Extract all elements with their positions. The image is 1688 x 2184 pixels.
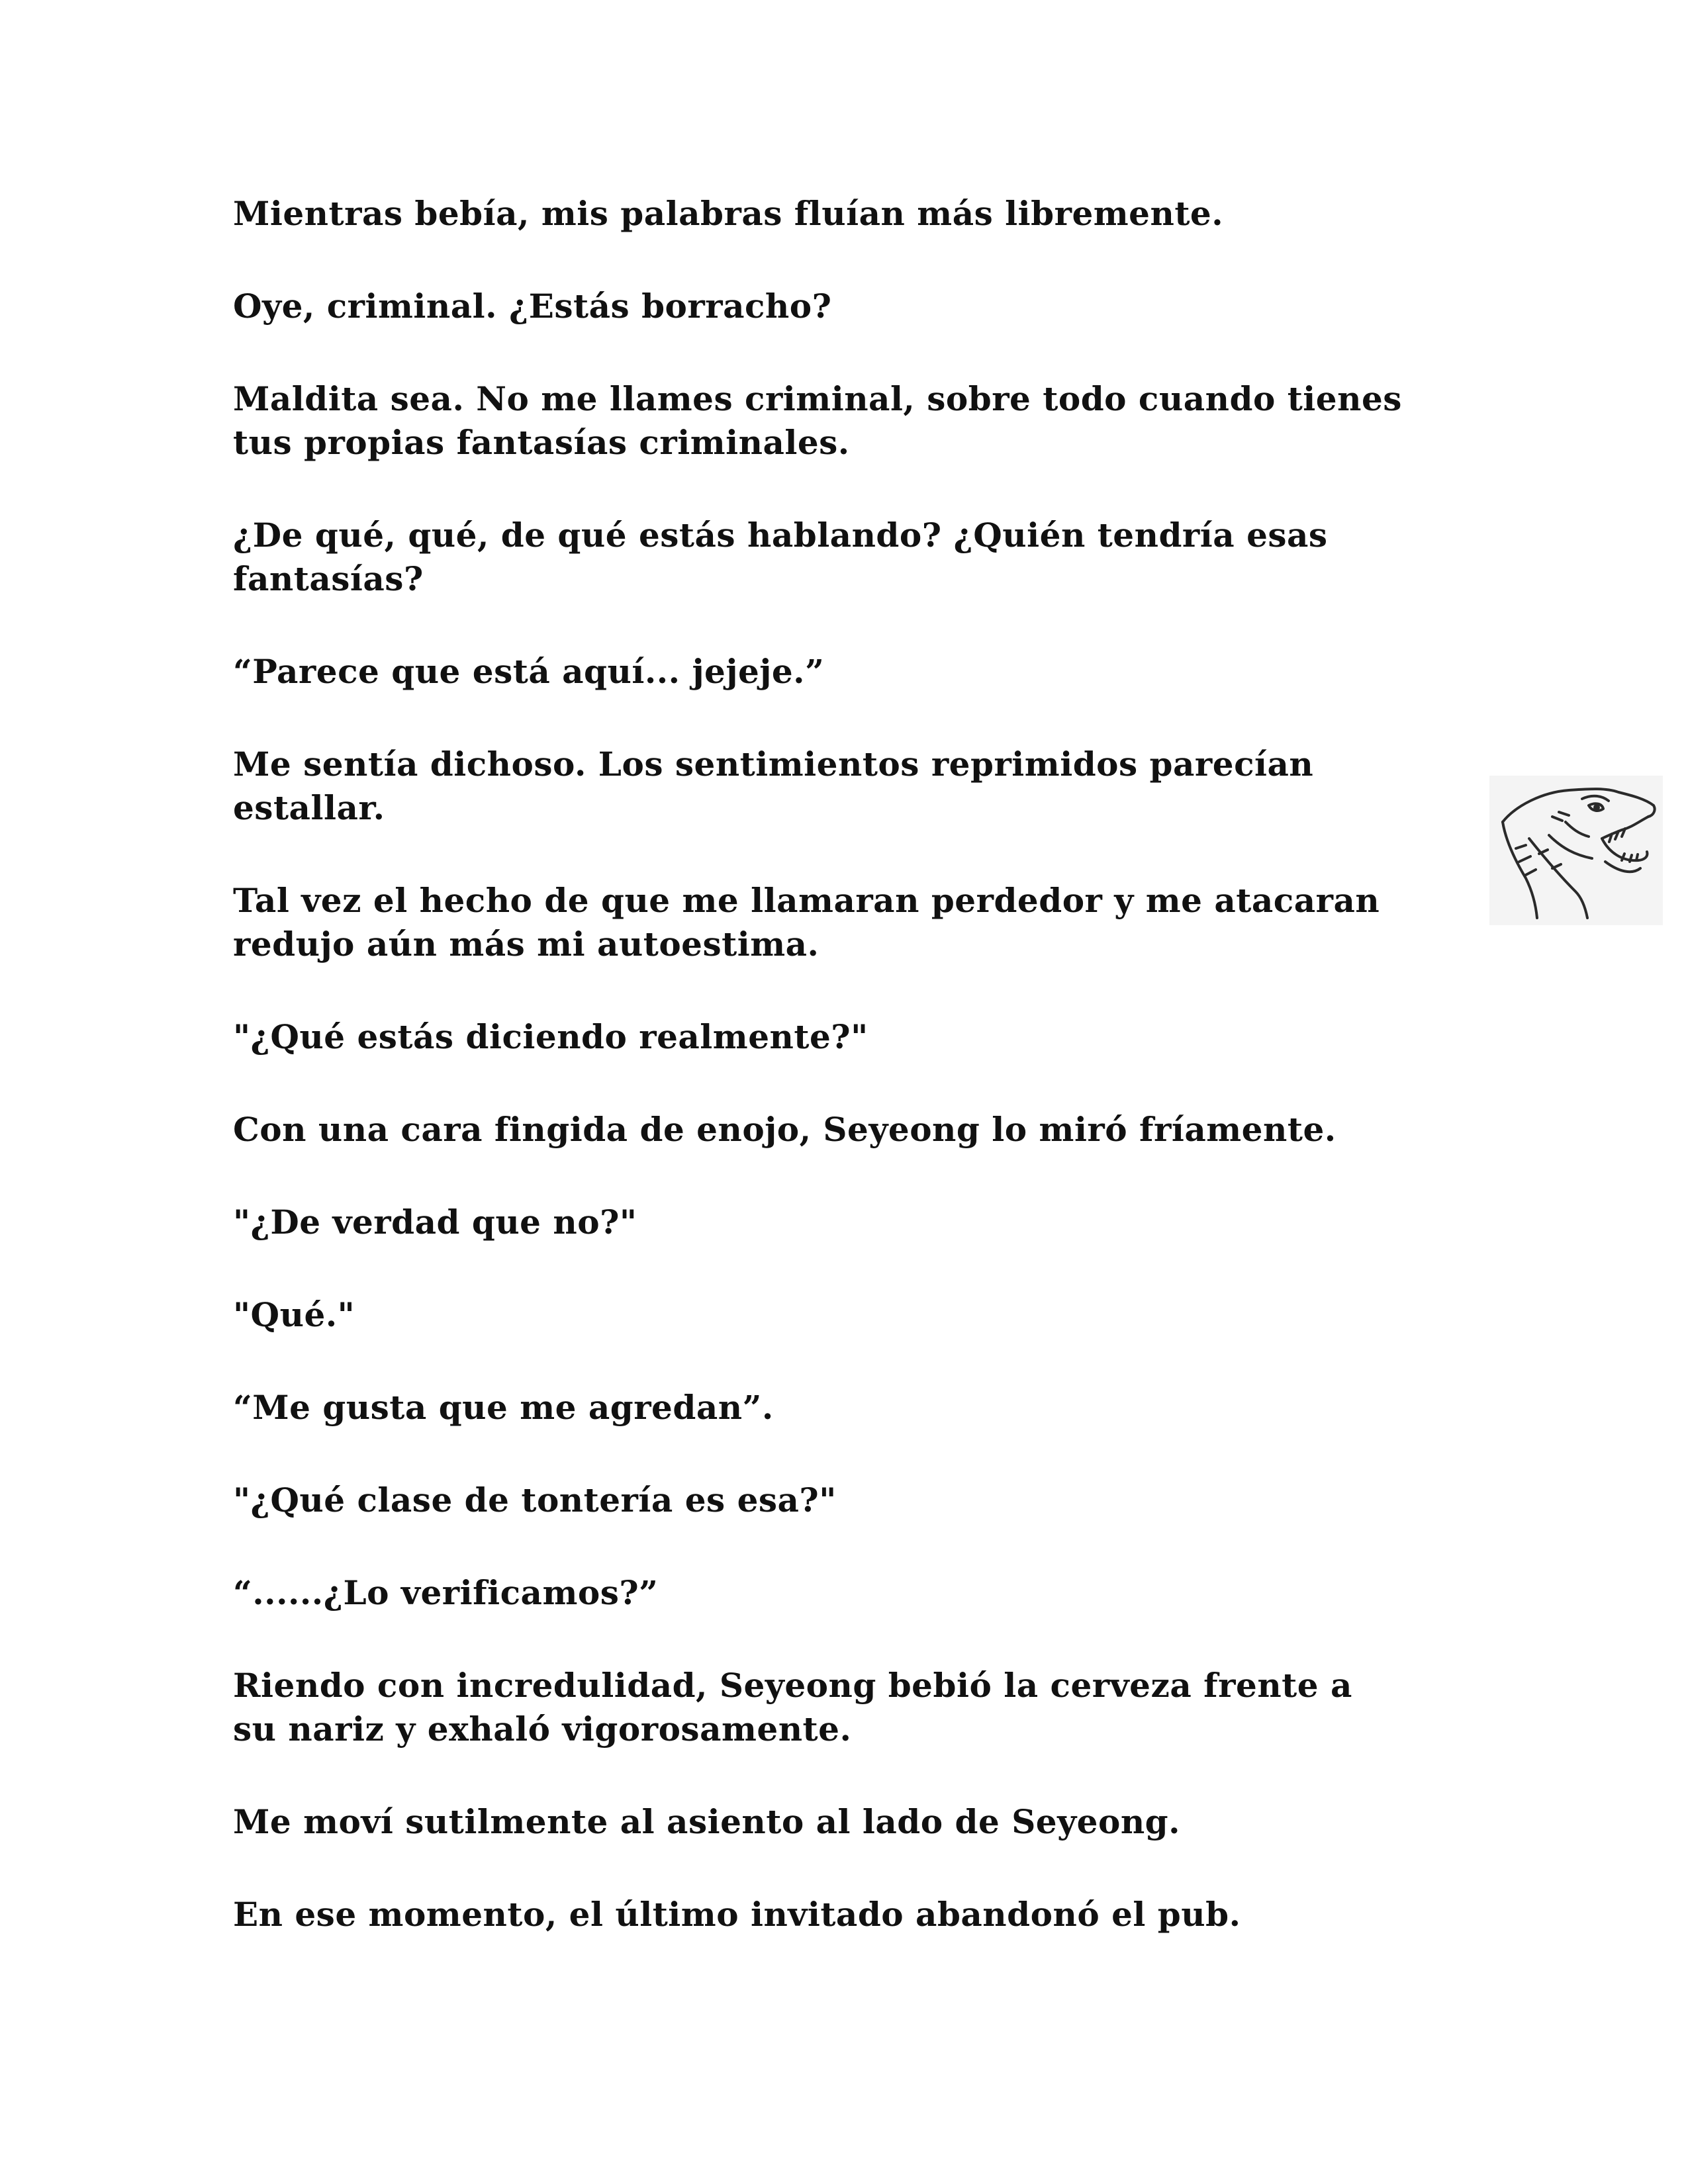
paragraph: Con una cara fingida de enojo, Seyeong lo miró fríamente. [233, 1110, 1336, 1149]
paragraph: “Parece que está aquí... jejeje.” [233, 652, 825, 691]
paragraph: "¿Qué estás diciendo realmente?" [233, 1017, 868, 1056]
paragraph: En ese momento, el último invitado abandonó el pub. [233, 1895, 1241, 1934]
paragraph: Me sentía dichoso. Los sentimientos reprimidos parecían estallar. [233, 745, 1314, 827]
paragraph: ¿De qué, qué, de qué estás hablando? ¿Quién tendría esas fantasías? [233, 516, 1328, 598]
paragraph: Maldita sea. No me llames criminal, sobre todo cuando tienes tus propias fantasías criminales. [233, 379, 1402, 462]
dinosaur-sketch-icon [1489, 776, 1663, 925]
paragraph: “......¿Lo verificamos?” [233, 1573, 659, 1612]
paragraph: "¿De verdad que no?" [233, 1203, 637, 1242]
paragraph: Oye, criminal. ¿Estás borracho? [233, 287, 832, 326]
paragraph: "¿Qué clase de tontería es esa?" [233, 1480, 837, 1520]
paragraph: Tal vez el hecho de que me llamaran perdedor y me atacaran redujo aún más mi autoestima. [233, 881, 1380, 964]
paragraph: Riendo con incredulidad, Seyeong bebió la cerveza frente a su nariz y exhaló vigorosamente. [233, 1666, 1352, 1749]
paragraph: “Me gusta que me agredan”. [233, 1388, 774, 1427]
paragraph: Me moví sutilmente al asiento al lado de Seyeong. [233, 1802, 1181, 1841]
paragraph: Mientras bebía, mis palabras fluían más libremente. [233, 194, 1224, 233]
paragraph: "Qué." [233, 1295, 355, 1334]
story-text [233, 192, 1464, 1985]
